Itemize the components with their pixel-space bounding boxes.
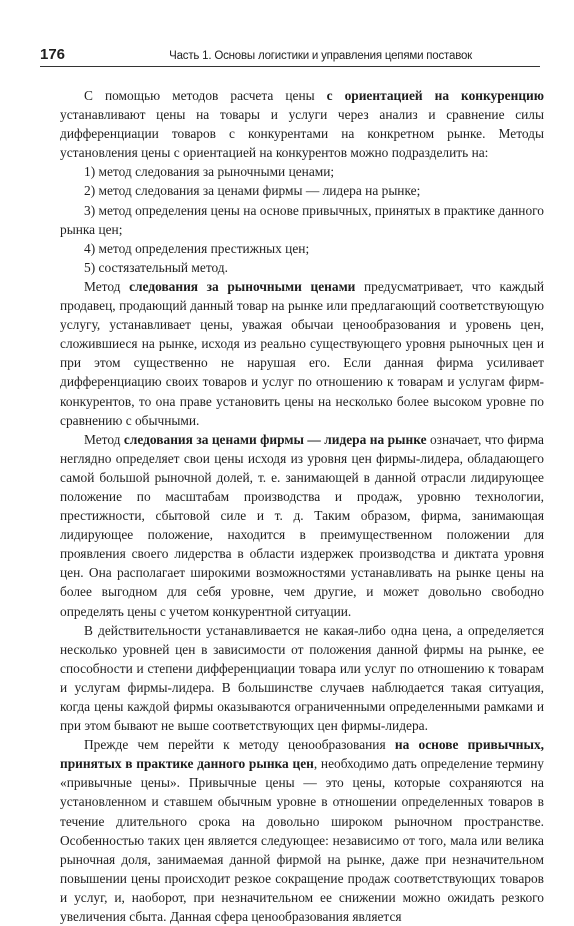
paragraph [60,621,544,736]
text-run: , необходимо дать определение термину «привычные цены». Привычные цены — это цены, которые сохраняются на установленном и ставшем обычным уровне в отношении определенных товаров в течение длительного срока на довольно широком рыночном пространстве. Особенностью таких цен является следующее: независимо от того, мала или велика рыночная доля, занимаемая данной фирмой на рынке, даже при незначительном повышении цены происходит резкое сокращение продаж соответствующих товаров и услуг, и, наоборот, при незначительном ее снижении можно ожидать резкого увеличения сбыта. Данная сфера ценообразования является [60,756,544,925]
text-run: Метод [84,278,130,294]
paragraph [60,181,544,200]
paragraph [60,430,544,621]
body-text [60,86,544,926]
paragraph [60,162,544,181]
text-run: предусматривает, что каждый продавец, продающий данный товар на рынке или предлагающий соответствующую услугу, устанавливает цены, уважая обычаи ценообразования и уровень цен, сложившиеся на рынке, исходя из реально существующего уровня рыночных цен и при этом существенно не нарушая его. Если данная фирма усиливает дифференциацию своих товаров и услуг по отношению к товарам и услугам фирм-конкурентов, то она праве установить цены на несколько более высоком уровне по сравнению с обычными. [60,278,544,428]
paragraph [60,277,544,430]
text-run: означает, что фирма неглядно определяет свои цены исходя из уровня цен фирмы-лидера, обладающего самой большой рыночной долей, т. е. занимающей в данной отрасли лидирующее положение по масштабам производства и продаж, уровню технологии, престижности, сбытовой силе и т. д. Таким образом, фирма, занимающая лидирующее положение, находится в преимущественном положении для проявления своего лидерства в области издержек производства и диктата уровня цен. Она располагает широкими возможностями устанавливать на рынке цены на более выгодном для себя уровне, чем другие, и может довольно свободно определять цены с учетом конкурентной ситуации. [60,431,544,619]
text-run: Прежде чем перейти к методу ценообразования [84,737,395,753]
text-run: 2) метод следования за ценами фирмы — лидера на рынке; [84,183,421,199]
page-number: 176 [40,46,66,63]
paragraph [60,86,544,162]
paragraph [60,735,544,926]
bold-term: с ориентацией на конкуренцию [326,88,544,103]
paragraph [60,258,544,277]
text-run: 5) состязательный метод. [84,259,228,275]
text-run: устанавливают цены на товары и услуги через анализ и сравнение силы дифференциации товаров с конкурентами на конкретном рынке. Методы установления цены с ориентацией на конкурентов можно подразделить на: [60,107,544,161]
paragraph [60,201,544,239]
bold-term: следования за ценами фирмы — лидера на рынке [123,431,427,447]
text-run: В действительности устанавливается не какая-либо одна цена, а определяется несколько уровней цен в зависимости от положения данной фирмы на рынке, ее способности и степени дифференциации товара или услуг по отношению к товарам и услугам фирмы-лидера. В большинстве случаев наблюдается такая ситуация, когда цены каждой фирмы оказываются ограниченными определенными рамками и при этом бывают не выше соответствующих цен фирмы-лидера. [60,622,544,734]
text-run: 3) метод определения цены на основе привычных, принятых в практике данного рынка цен; [60,202,544,237]
bold-term: следования за рыночными ценами [129,278,356,294]
text-run: Метод [84,431,124,447]
bold-term: на основе привычных, принятых в практике данного рынка цен [60,737,544,772]
paragraph [60,239,544,258]
text-run: 4) метод определения престижных цен; [84,240,310,256]
text-run: С помощью методов расчета цены [84,88,327,103]
running-title: Часть 1. Основы логистики и управления цепями поставок [169,50,472,62]
text-run: 1) метод следования за рыночными ценами; [84,164,335,180]
running-header [40,46,540,67]
